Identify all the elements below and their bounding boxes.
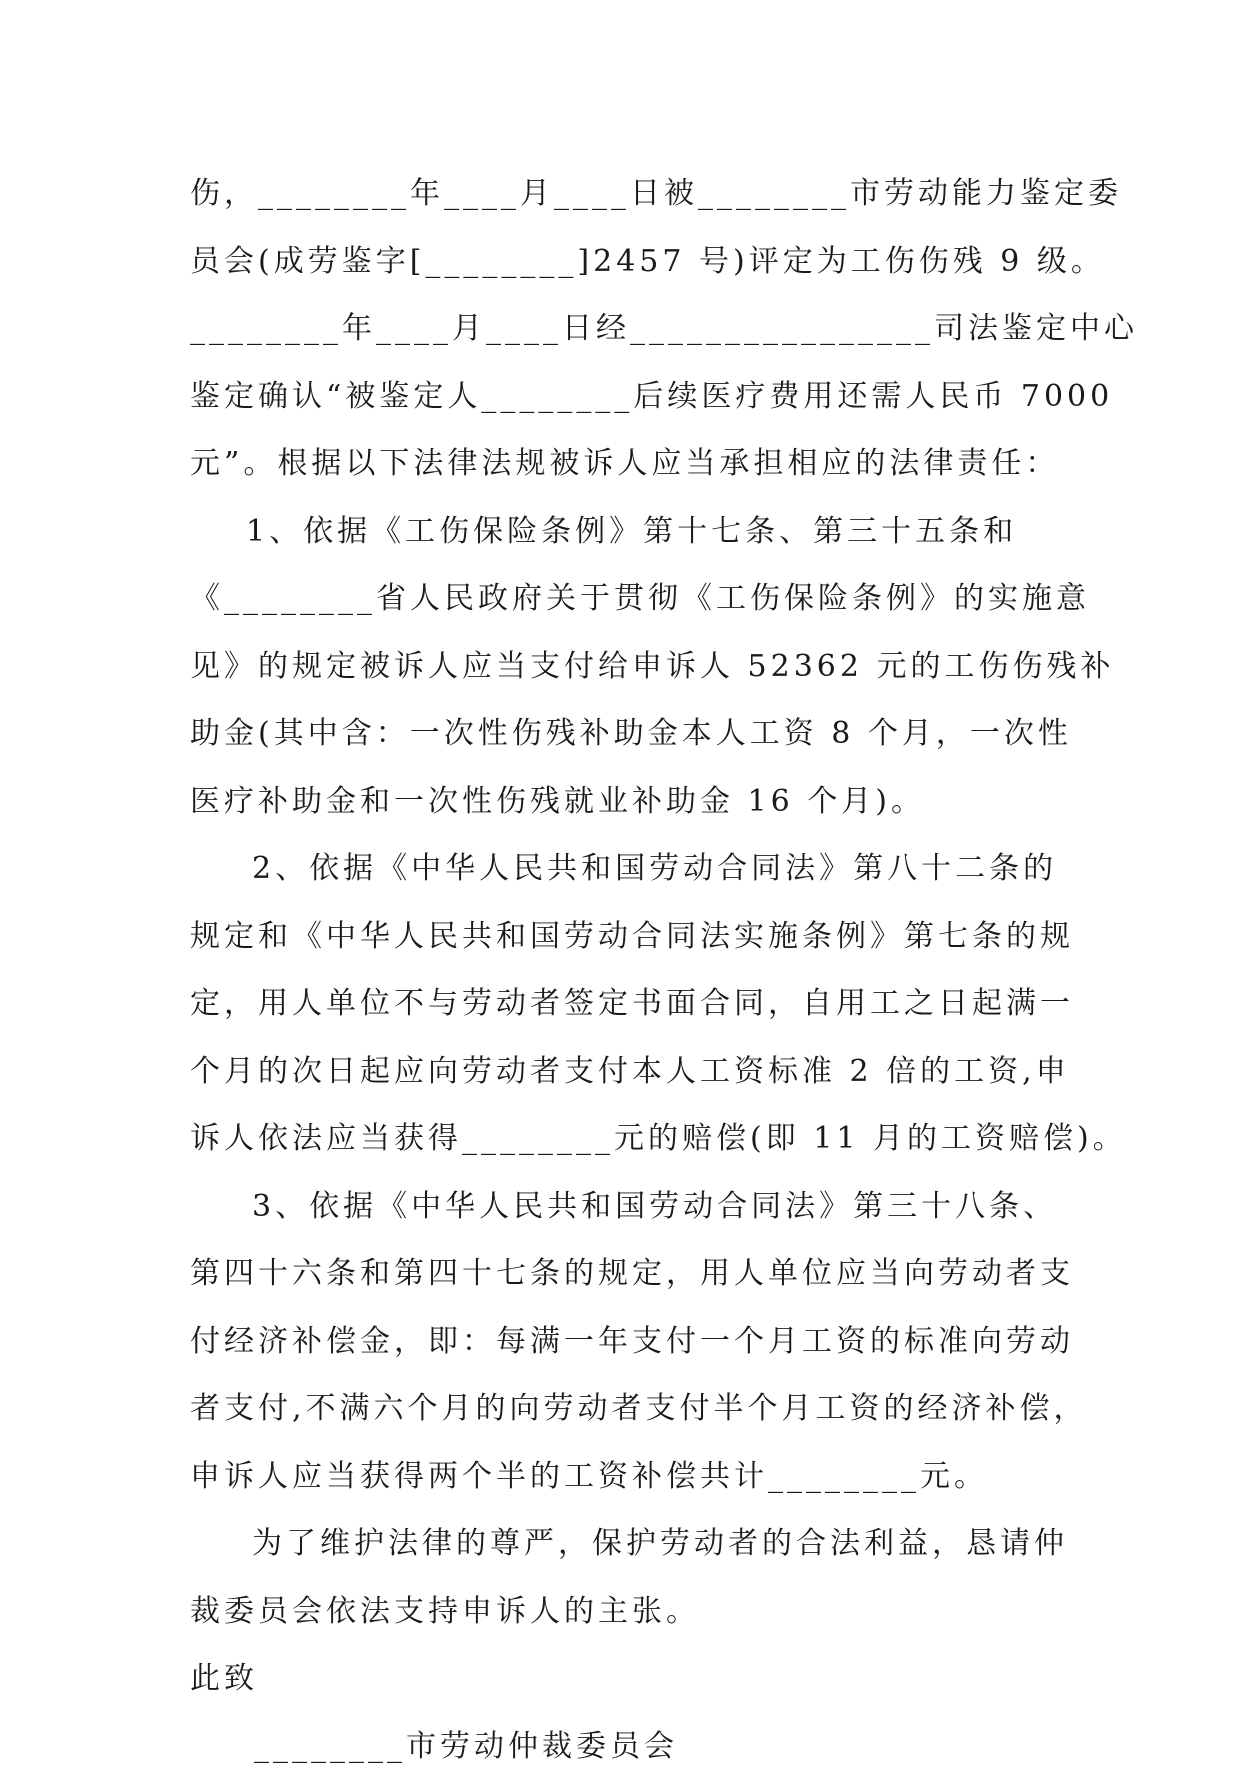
text-line: 医疗补助金和一次性伤残就业补助金 16 个月)。 xyxy=(190,768,1070,836)
paragraph-start-line: 1、依据《工伤保险条例》第十七条、第三十五条和 xyxy=(190,498,1070,566)
text-line: 诉人依法应当获得________元的赔偿(即 11 月的工资赔偿)。 xyxy=(190,1105,1070,1173)
paragraph-start-line: 为了维护法律的尊严，保护劳动者的合法利益，恳请仲 xyxy=(190,1510,1070,1578)
text-line: ________年____月____日经________________司法鉴定中心 xyxy=(190,295,1070,363)
paragraph-start-line: 3、依据《中华人民共和国劳动合同法》第三十八条、 xyxy=(190,1173,1070,1241)
text-line: 鉴定确认“被鉴定人________后续医疗费用还需人民币 7000 xyxy=(190,363,1070,431)
salutation-line: 此致 xyxy=(190,1645,1070,1713)
text-line: 元”。根据以下法律法规被诉人应当承担相应的法律责任： xyxy=(190,430,1070,498)
text-line: 第四十六条和第四十七条的规定，用人单位应当向劳动者支 xyxy=(190,1240,1070,1308)
text-line: 定，用人单位不与劳动者签定书面合同，自用工之日起满一 xyxy=(190,970,1070,1038)
text-line: 者支付,不满六个月的向劳动者支付半个月工资的经济补偿， xyxy=(190,1375,1070,1443)
text-line: 伤，________年____月____日被________市劳动能力鉴定委 xyxy=(190,160,1070,228)
text-line: 申诉人应当获得两个半的工资补偿共计________元。 xyxy=(190,1443,1070,1511)
text-line: 规定和《中华人民共和国劳动合同法实施条例》第七条的规 xyxy=(190,903,1070,971)
text-line: 助金(其中含：一次性伤残补助金本人工资 8 个月，一次性 xyxy=(190,700,1070,768)
document-body xyxy=(190,160,1070,1780)
text-line: 个月的次日起应向劳动者支付本人工资标准 2 倍的工资,申 xyxy=(190,1038,1070,1106)
text-line: 见》的规定被诉人应当支付给申诉人 52362 元的工伤伤残补 xyxy=(190,633,1070,701)
text-line: 裁委员会依法支持申诉人的主张。 xyxy=(190,1578,1070,1646)
text-line: 付经济补偿金，即：每满一年支付一个月工资的标准向劳动 xyxy=(190,1308,1070,1376)
text-line: 员会(成劳鉴字[________]2457 号)评定为工伤伤残 9 级。 xyxy=(190,228,1070,296)
text-line: 《________省人民政府关于贯彻《工伤保险条例》的实施意 xyxy=(190,565,1070,633)
paragraph-start-line: 2、依据《中华人民共和国劳动合同法》第八十二条的 xyxy=(190,835,1070,903)
recipient-line: ________市劳动仲裁委员会 xyxy=(190,1713,1070,1780)
